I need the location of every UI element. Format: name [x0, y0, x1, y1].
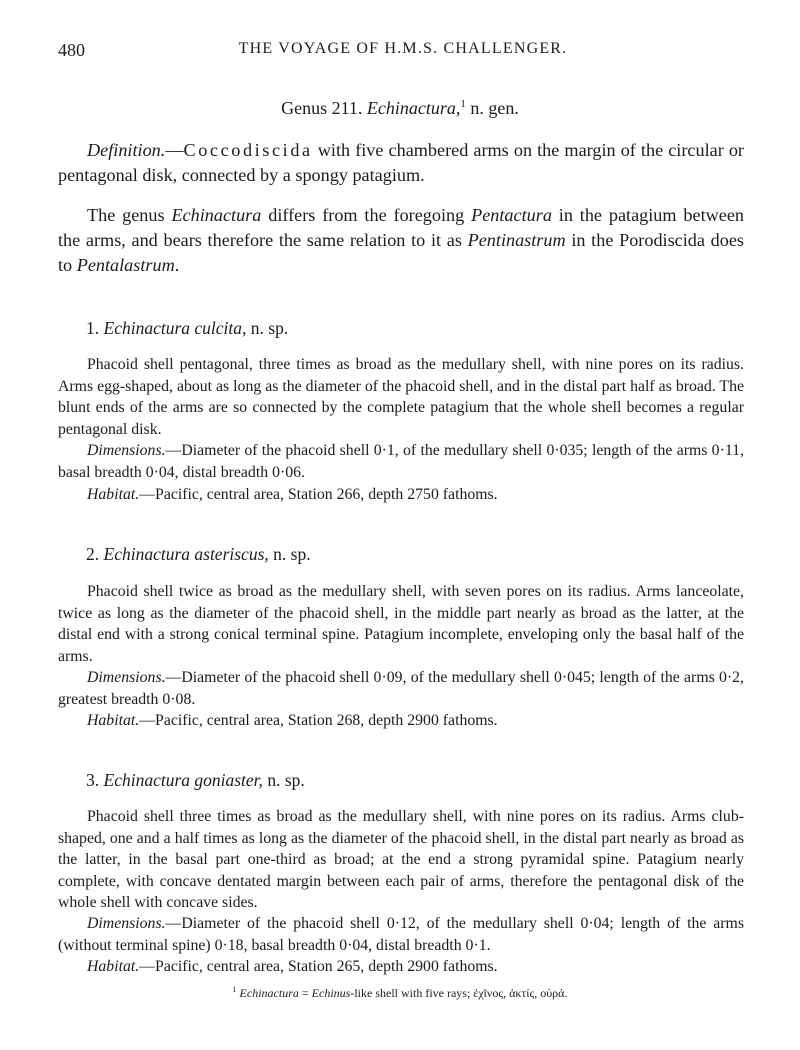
definition-text: with five chambered arms on the margin of the circular or pentagonal disk, connected by a spongy patagium.	[58, 140, 744, 185]
footnote-term: Echinus	[311, 986, 351, 1000]
footnote-text: -like shell with five rays;	[350, 986, 474, 1000]
page-number: 480	[58, 40, 85, 60]
dimensions-text: —Diameter of the phacoid shell 0·09, of the medullary shell 0·045; length of the arms 0·2, greatest breadth 0·08.	[58, 669, 744, 708]
species-name: Echinactura goniaster,	[103, 770, 263, 790]
species-habitat	[58, 956, 744, 978]
habitat-label: Habitat.	[87, 958, 140, 975]
species-suffix: n. sp.	[262, 770, 305, 790]
species-suffix: n. sp.	[268, 544, 311, 564]
comparison-text: .	[174, 255, 180, 275]
species-description: Phacoid shell pentagonal, three times as broad as the medullary shell, with nine pores on its radius. Arms egg-shaped, about as long as the diameter of the phacoid shell, and in the distal part half as broad. The blunt ends of the arms are so connected by the complete patagium that the whole shell becomes a regular pentagonal disk.	[58, 356, 744, 438]
dimensions-label: Dimensions.	[87, 442, 166, 459]
species-heading	[86, 770, 305, 791]
footnote-ref: 1	[460, 98, 466, 110]
footnote-text: =	[298, 986, 312, 1000]
comparison-text: in the Porodiscida does to	[58, 230, 744, 275]
definition-group: Coccodiscida	[183, 140, 313, 160]
genus-suffix: n. gen.	[465, 98, 519, 118]
species-dimensions	[58, 440, 744, 483]
genus-heading	[0, 98, 800, 119]
dimensions-text: —Diameter of the phacoid shell 0·1, of the medullary shell 0·035; length of the arms 0·11, basal breadth 0·04, distal breadth 0·06.	[58, 442, 744, 481]
footnote-mark: 1	[232, 985, 237, 994]
genus-ref: Pentinastrum	[467, 230, 566, 250]
definition-dash: —	[165, 140, 184, 160]
species-heading	[86, 318, 288, 339]
habitat-text: —Pacific, central area, Station 266, depth 2750 fathoms.	[139, 486, 498, 503]
species-number: 3.	[86, 770, 104, 790]
dimensions-label: Dimensions.	[87, 915, 166, 932]
definition-paragraph	[58, 138, 744, 188]
footnote	[0, 985, 800, 1001]
genus-ref: Echinactura	[171, 205, 262, 225]
genus-prefix: Genus 211.	[281, 98, 367, 118]
species-name: Echinactura asteriscus,	[103, 544, 269, 564]
species-heading	[86, 544, 311, 565]
species-dimensions	[58, 913, 744, 956]
species-dimensions	[58, 667, 744, 710]
species-description: Phacoid shell twice as broad as the medullary shell, with seven pores on its radius. Arms lanceolate, twice as long as the diameter of the phacoid shell, in the middle part nearly as broad as the latter, at the distal end with a strong conical terminal spine. Patagium incomplete, enveloping only the basal half of the arms.	[58, 583, 744, 665]
species-habitat	[58, 710, 744, 732]
comparison-paragraph	[58, 203, 744, 278]
species-habitat	[58, 484, 744, 506]
habitat-label: Habitat.	[87, 712, 140, 729]
dimensions-label: Dimensions.	[87, 669, 166, 686]
comparison-text: in the patagium between the arms, and bears therefore the same relation to it as	[58, 205, 745, 250]
species-name: Echinactura culcita,	[103, 318, 247, 338]
footnote-greek: ἐχῖνος, ἀκτίς, οὐρά.	[473, 986, 568, 1000]
species-suffix: n. sp.	[246, 318, 289, 338]
page-header	[58, 40, 748, 70]
habitat-label: Habitat.	[87, 486, 140, 503]
definition-label: Definition.	[87, 140, 166, 160]
dimensions-text: —Diameter of the phacoid shell 0·12, of the medullary shell 0·04; length of the arms (without terminal spine) 0·18, basal breadth 0·04, distal breadth 0·1.	[58, 915, 744, 954]
running-title: THE VOYAGE OF H.M.S. CHALLENGER.	[238, 40, 568, 57]
genus-name: Echinactura,	[366, 98, 461, 118]
species-number: 2.	[86, 544, 104, 564]
comparison-text: The genus	[87, 205, 172, 225]
genus-ref: Pentactura	[471, 205, 552, 225]
habitat-text: —Pacific, central area, Station 268, depth 2900 fathoms.	[139, 712, 498, 729]
comparison-text: differs from the foregoing	[261, 205, 472, 225]
species-description: Phacoid shell three times as broad as the medullary shell, with nine pores on its radius. Arms club-shaped, one and a half times as long as the diameter of the phacoid shell, in the distal part nearly as broad as the latter, in the basal part one-third as broad; at the end a strong pyramidal spine. Patagium nearly complete, with concave dentated margin between each pair of arms, therefore the pentagonal disk of the whole shell with concave sides.	[58, 808, 744, 911]
genus-ref: Pentalastrum	[76, 255, 175, 275]
habitat-text: —Pacific, central area, Station 265, depth 2900 fathoms.	[139, 958, 498, 975]
species-number: 1.	[86, 318, 104, 338]
footnote-term: Echinactura	[239, 986, 299, 1000]
